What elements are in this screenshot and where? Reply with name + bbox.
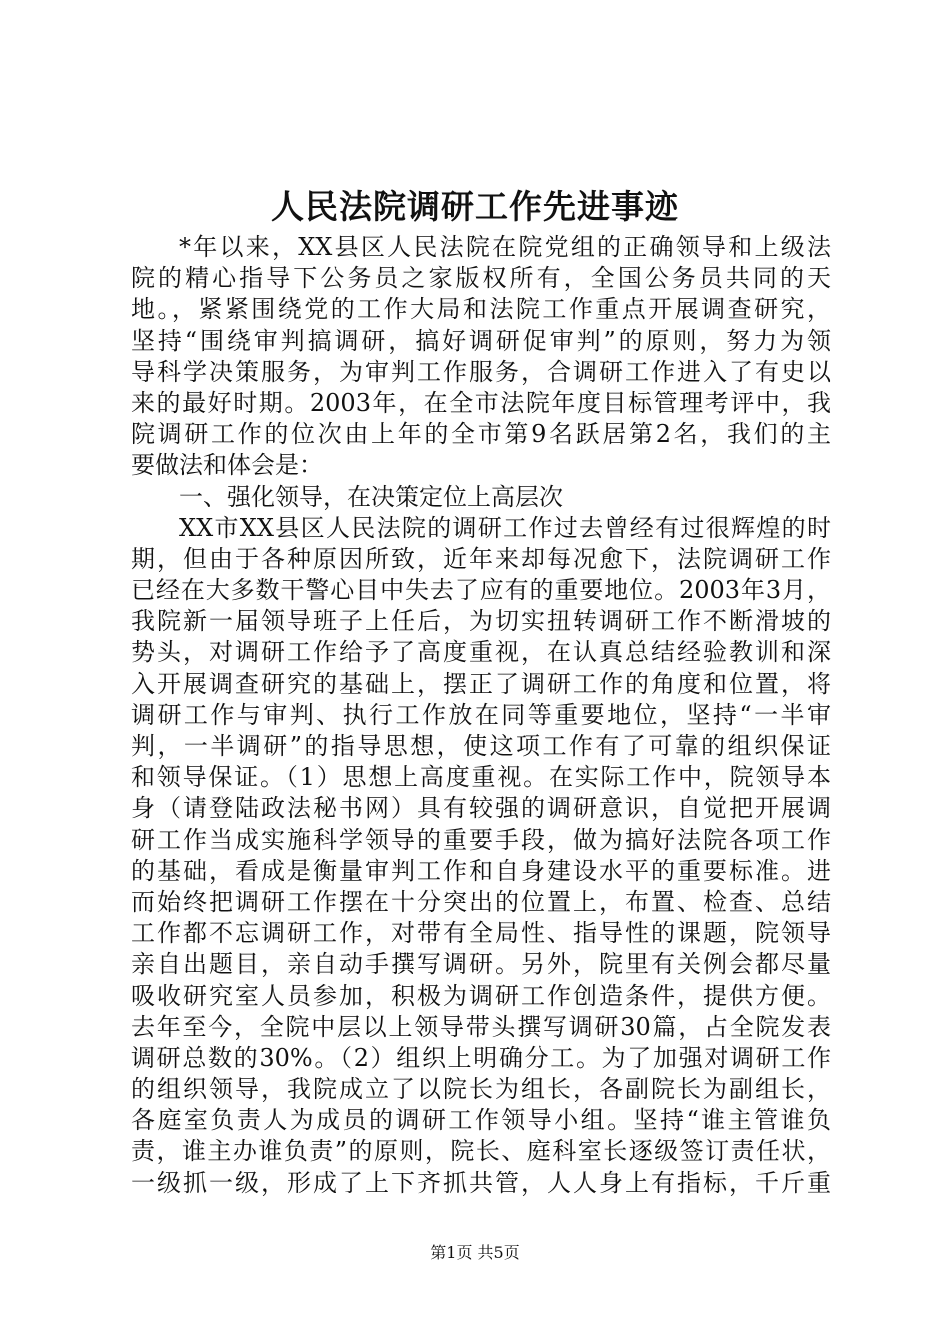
body-line: 工作都不忘调研工作，对带有全局性、指导性的课题，院领导 [131, 919, 831, 948]
body-line: XX市XX县区人民法院的调研工作过去曾经有过很辉煌的时 [179, 513, 831, 542]
body-line: 身（请登陆政法秘书网）具有较强的调研意识，自觉把开展调 [131, 794, 831, 823]
body-line: 坚持“围绕审判搞调研，搞好调研促审判”的原则，努力为领 [131, 326, 831, 355]
body-line: 地。，紧紧围绕党的工作大局和法院工作重点开展调查研究， [131, 295, 831, 324]
body-line: 调研总数的30%。（2）组织上明确分工。为了加强对调研工作 [131, 1043, 831, 1072]
body-line: 调研工作与审判、执行工作放在同等重要地位，坚持“一半审 [131, 700, 831, 729]
body-line: 亲自出题目，亲自动手撰写调研。另外，院里有关例会都尽量 [131, 950, 831, 979]
body-line: 的组织领导，我院成立了以院长为组长，各副院长为副组长， [131, 1075, 831, 1104]
body-line: 各庭室负责人为成员的调研工作领导小组。坚持“谁主管谁负 [131, 1106, 831, 1135]
body-line: 一级抓一级，形成了上下齐抓共管，人人身上有指标，千斤重 [131, 1168, 831, 1197]
body-line: 导科学决策服务，为审判工作服务，合调研工作进入了有史以 [131, 357, 831, 386]
body-line: 和领导保证。（1）思想上高度重视。在实际工作中，院领导本 [131, 763, 831, 792]
body-line: 院的精心指导下公务员之家版权所有，全国公务员共同的天 [131, 264, 831, 293]
section-heading: 一、强化领导，在决策定位上高层次 [179, 482, 563, 511]
body-line: 去年至今，全院中层以上领导带头撰写调研30篇，占全院发表 [131, 1012, 831, 1041]
body-line: 入开展调查研究的基础上，摆正了调研工作的角度和位置，将 [131, 669, 831, 698]
document-title: 人民法院调研工作先进事迹 [271, 187, 679, 226]
body-line: 院调研工作的位次由上年的全市第9名跃居第2名，我们的主 [131, 420, 831, 449]
body-line: 要做法和体会是： [131, 451, 323, 480]
body-line: 吸收研究室人员参加，积极为调研工作创造条件，提供方便。 [131, 981, 831, 1010]
body-line: 的基础，看成是衡量审判工作和自身建设水平的重要标准。进 [131, 856, 831, 885]
body-line: 判，一半调研”的指导思想，使这项工作有了可靠的组织保证 [131, 732, 831, 760]
body-line: 期，但由于各种原因所致，近年来却每况愈下，法院调研工作 [131, 544, 831, 573]
page-footer: 第1页 共5页 [430, 1243, 520, 1262]
body-line: 我院新一届领导班子上任后，为切实扭转调研工作不断滑坡的 [131, 607, 831, 636]
body-line: 研工作当成实施科学领导的重要手段，做为搞好法院各项工作 [131, 825, 831, 854]
body-line: 责，谁主办谁负责”的原则，院长、庭科室长逐级签订责任状， [131, 1137, 831, 1166]
document-body [131, 232, 831, 1199]
body-line: 势头，对调研工作给予了高度重视，在认真总结经验教训和深 [131, 638, 831, 667]
body-line: 而始终把调研工作摆在十分突出的位置上，布置、检查、总结 [131, 887, 831, 916]
body-line: 已经在大多数干警心目中失去了应有的重要地位。2003年3月， [131, 576, 831, 605]
body-line: *年以来，XX县区人民法院在院党组的正确领导和上级法 [179, 233, 831, 261]
body-line: 来的最好时期。2003年，在全市法院年度目标管理考评中，我 [131, 388, 831, 417]
